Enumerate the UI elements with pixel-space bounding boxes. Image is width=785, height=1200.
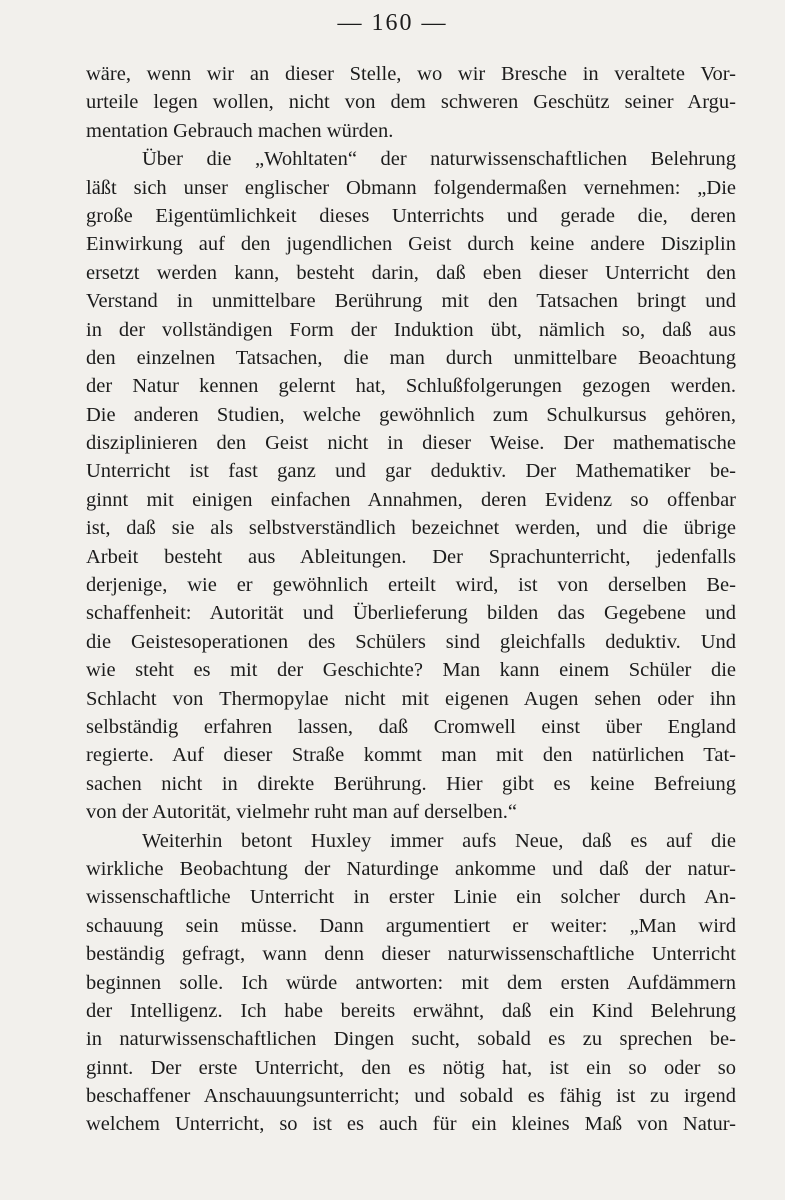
- page-number: — 160 —: [337, 10, 448, 36]
- text-line: ginnt. Der erste Unterricht, den es nötig hat, ist ein so oder so: [86, 1056, 736, 1079]
- text-line: der Intelligenz. Ich habe bereits erwähnt, daß ein Kind Belehrung: [86, 999, 736, 1022]
- text-line: Unterricht ist fast ganz und gar deduktiv. Der Mathematiker be-: [86, 460, 736, 483]
- text-line: ist, daß sie als selbstverständlich bezeichnet werden, und die übrige: [86, 517, 736, 540]
- text-line: Über die „Wohltaten“ der naturwissenschaftlichen Belehrung: [142, 148, 736, 171]
- text-line: in der vollständigen Form der Induktion übt, nämlich so, daß aus: [86, 318, 736, 341]
- text-line: große Eigentümlichkeit dieses Unterrichts und gerade die, deren: [86, 204, 736, 227]
- text-line: Weiterhin betont Huxley immer aufs Neue, daß es auf die: [142, 829, 736, 852]
- text-line: sachen nicht in direkte Berührung. Hier gibt es keine Befreiung: [86, 772, 736, 795]
- text-line: wäre, wenn wir an dieser Stelle, wo wir Bresche in veraltete Vor-: [86, 63, 736, 85]
- text-line: die Geistesoperationen des Schülers sind gleichfalls deduktiv. Und: [86, 630, 736, 653]
- text-line: Schlacht von Thermopylae nicht mit eigenen Augen sehen oder ihn: [86, 687, 736, 710]
- text-line: beständig gefragt, wann denn dieser naturwissenschaftliche Unterricht: [86, 943, 736, 966]
- text-line: mentation Gebrauch machen würden.: [86, 119, 394, 142]
- text-line: Einwirkung auf den jugendlichen Geist durch keine andere Disziplin: [86, 233, 736, 256]
- text-line: schauung sein müsse. Dann argumentiert er weiter: „Man wird: [86, 914, 736, 937]
- text-line: wissenschaftliche Unterricht in erster Linie ein solcher durch An-: [86, 886, 736, 909]
- text-line: läßt sich unser englischer Obmann folgendermaßen vernehmen: „Die: [86, 176, 736, 199]
- text-line: beschaffener Anschauungsunterricht; und sobald es fähig ist zu irgend: [86, 1085, 736, 1108]
- text-line: wirkliche Beobachtung der Naturdinge ankomme und daß der natur-: [86, 857, 736, 880]
- text-line: Verstand in unmittelbare Berührung mit den Tatsachen bringt und: [86, 290, 736, 313]
- text-line: den einzelnen Tatsachen, die man durch unmittelbare Beoachtung: [86, 346, 736, 369]
- text-line: disziplinieren den Geist nicht in dieser Weise. Der mathematische: [86, 432, 736, 455]
- text-line: regierte. Auf dieser Straße kommt man mit den natürlichen Tat-: [86, 744, 736, 767]
- text-line: schaffenheit: Autorität und Überlieferung bilden das Gegebene und: [86, 602, 736, 625]
- body-text: [86, 60, 736, 1139]
- text-line: ersetzt werden kann, besteht darin, daß eben dieser Unterricht den: [86, 261, 736, 284]
- text-line: Arbeit besteht aus Ableitungen. Der Sprachunterricht, jedenfalls: [86, 545, 736, 568]
- text-line: von der Autorität, vielmehr ruht man auf derselben.“: [86, 801, 517, 824]
- text-line: beginnen solle. Ich würde antworten: mit dem ersten Aufdämmern: [86, 971, 736, 994]
- text-line: derjenige, wie er gewöhnlich erteilt wird, ist von derselben Be-: [86, 574, 736, 597]
- text-line: Die anderen Studien, welche gewöhnlich zum Schulkursus gehören,: [86, 403, 736, 426]
- text-line: selbständig erfahren lassen, daß Cromwell einst über England: [86, 715, 736, 738]
- text-line: in naturwissenschaftlichen Dingen sucht, sobald es zu sprechen be-: [86, 1028, 736, 1051]
- text-line: wie steht es mit der Geschichte? Man kann einem Schüler die: [86, 659, 736, 682]
- text-line: der Natur kennen gelernt hat, Schlußfolgerungen gezogen werden.: [86, 375, 736, 398]
- text-line: ginnt mit einigen einfachen Annahmen, deren Evidenz so offenbar: [86, 488, 736, 511]
- text-line: welchem Unterricht, so ist es auch für ein kleines Maß von Natur-: [86, 1113, 736, 1136]
- text-line: urteile legen wollen, nicht von dem schweren Geschütz seiner Argu-: [86, 91, 736, 114]
